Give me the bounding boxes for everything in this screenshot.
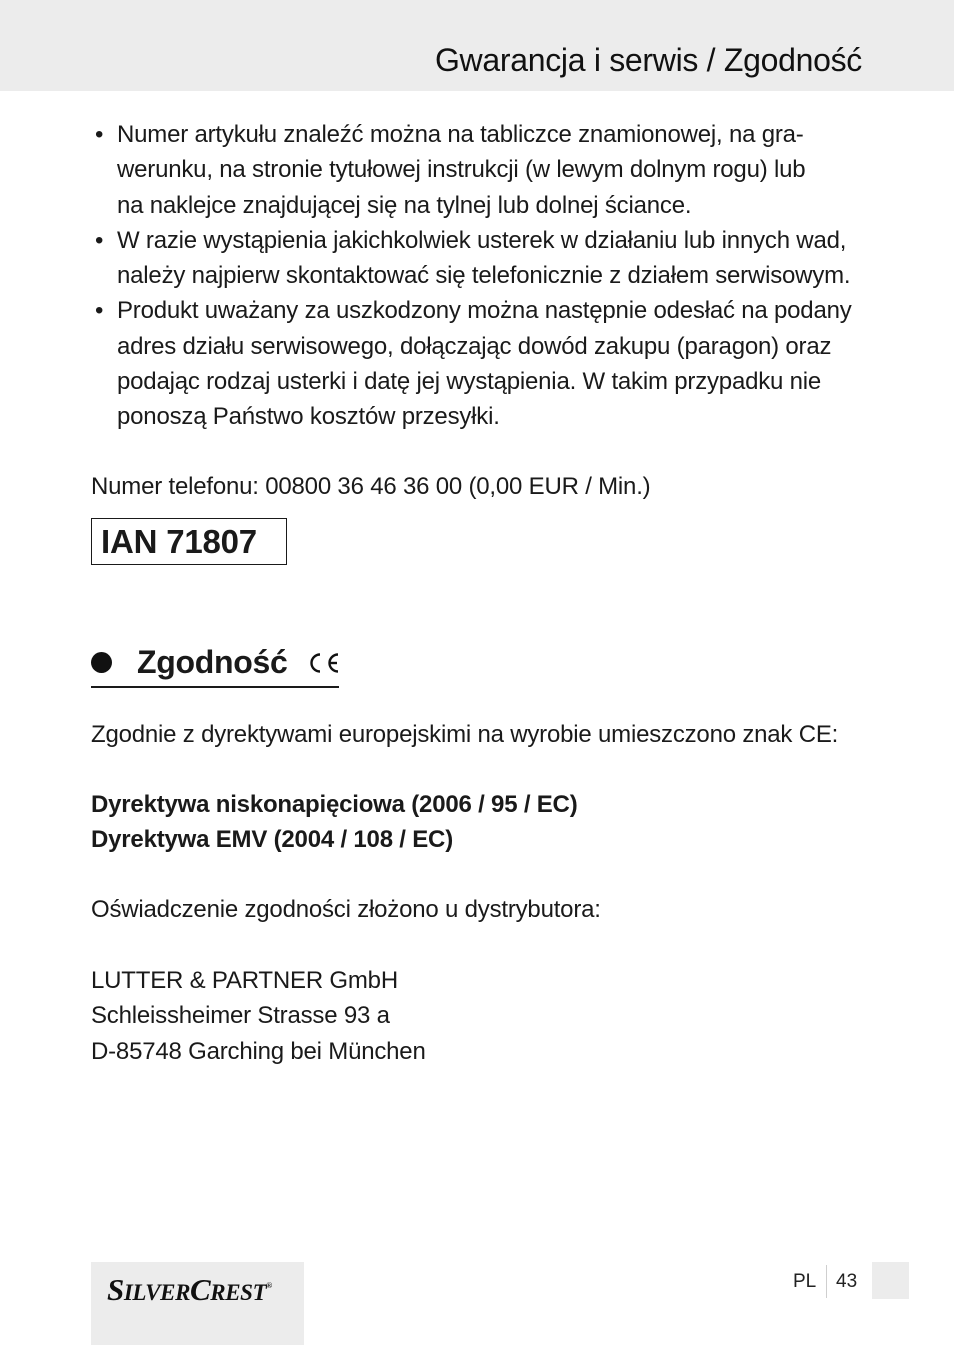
- directive-low-voltage: Dyrektywa niskonapięciowa (2006 / 95 / EC): [91, 791, 578, 818]
- text-line: W razie wystąpienia jakichkolwiek usterek w działaniu lub innych wad,: [117, 226, 847, 254]
- language-code: PL: [793, 1271, 817, 1292]
- footer-divider: [826, 1265, 827, 1298]
- bullet-icon: •: [95, 297, 104, 325]
- text-line: werunku, na stronie tytułowej instrukcji (w lewym dolnym rogu) lub: [117, 156, 806, 184]
- ian-box: IAN 71807: [91, 518, 287, 565]
- section-bullet-icon: [91, 652, 112, 673]
- declaration-text: Oświadczenie zgodności złożono u dystrybutora:: [91, 896, 601, 923]
- brand-logo-box: [91, 1262, 304, 1345]
- footer-tab: [872, 1262, 909, 1299]
- header-band: [0, 0, 954, 91]
- conformity-intro: Zgodnie z dyrektywami europejskimi na wyrobie umieszczono znak CE:: [91, 721, 839, 748]
- list-item: [91, 117, 871, 223]
- text-line: ponoszą Państwo kosztów przesyłki.: [117, 403, 500, 431]
- list-item: [91, 223, 871, 294]
- text-line: należy najpierw skontaktować się telefonicznie z działem serwisowym.: [117, 262, 851, 290]
- phone-number: Numer telefonu: 00800 36 46 36 00 (0,00 EUR / Min.): [91, 473, 651, 500]
- section-heading: [91, 640, 339, 688]
- brand-logo: SILVERCREST®: [107, 1272, 272, 1307]
- directives: [91, 787, 577, 858]
- page-title: Gwarancja i serwis / Zgodność: [434, 42, 862, 78]
- address-city: D-85748 Garching bei München: [91, 1037, 426, 1065]
- text-line: podając rodzaj usterki i datę jej wystąpienia. W takim przypadku nie: [117, 368, 822, 396]
- ce-mark-icon: [306, 651, 340, 675]
- address-street: Schleissheimer Strasse 93 a: [91, 1002, 390, 1030]
- list-item: [91, 293, 871, 434]
- section-title: Zgodność: [137, 644, 288, 680]
- directive-emv: Dyrektywa EMV (2004 / 108 / EC): [91, 826, 453, 854]
- text-line: Numer artykułu znaleźć można na tabliczce znamionowej, na gra-: [117, 121, 804, 148]
- address-company: LUTTER & PARTNER GmbH: [91, 967, 398, 994]
- bullet-icon: •: [95, 226, 104, 254]
- text-line: adres działu serwisowego, dołączając dowód zakupu (paragon) oraz: [117, 332, 832, 360]
- page-number: 43: [836, 1271, 858, 1292]
- text-line: na naklejce znajdującej się na tylnej lub dolnej ściance.: [117, 191, 692, 219]
- bullet-icon: •: [95, 121, 104, 148]
- distributor-address: [91, 963, 426, 1069]
- text-line: Produkt uważany za uszkodzony można następnie odesłać na podany: [117, 297, 852, 325]
- bullet-list: [91, 117, 871, 435]
